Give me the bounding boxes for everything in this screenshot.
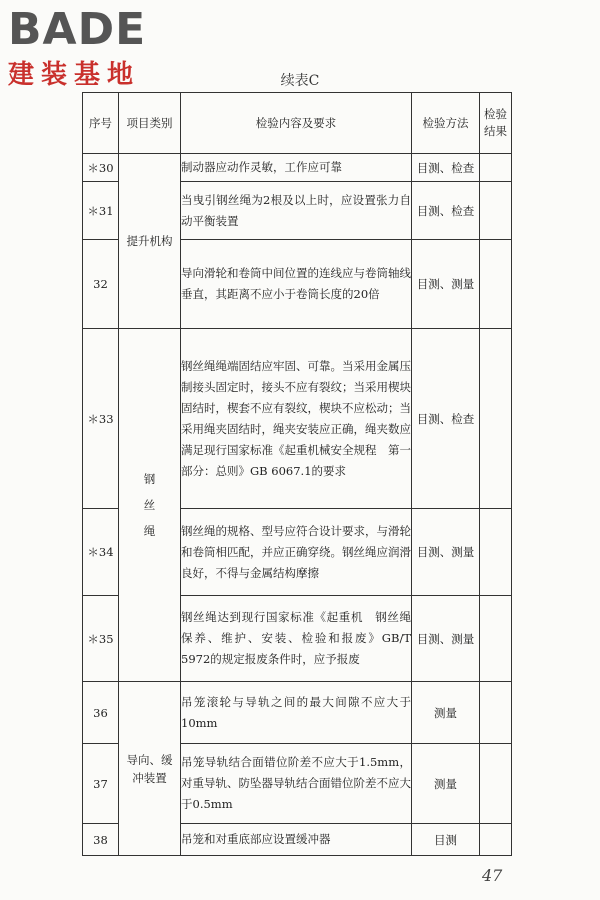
- table-row: [83, 682, 512, 744]
- row-number: 38: [83, 824, 119, 856]
- category-hoist: 提升机构: [119, 154, 181, 329]
- row-result: [480, 682, 512, 744]
- row-requirement: 制动器应动作灵敏，工作应可靠: [181, 154, 412, 182]
- header-category: 项目类别: [119, 93, 181, 154]
- row-method: 目测、测量: [412, 596, 480, 682]
- table-row: [83, 154, 512, 182]
- row-method: 目测: [412, 824, 480, 856]
- table-row: [83, 329, 512, 509]
- row-result: [480, 596, 512, 682]
- row-result: [480, 154, 512, 182]
- inspection-table: [82, 92, 512, 856]
- logo-wordmark: BADE: [8, 4, 147, 55]
- row-number: 36: [83, 682, 119, 744]
- row-method: 目测、检查: [412, 154, 480, 182]
- row-requirement: 吊笼滚轮与导轨之间的最大间隙不应大于10mm: [181, 682, 412, 744]
- row-number: ＊30: [83, 154, 119, 182]
- row-requirement: 吊笼导轨结合面错位阶差不应大于1.5mm，对重导轨、防坠器导轨结合面错位阶差不应大于0.5mm: [181, 744, 412, 824]
- row-method: 目测、检查: [412, 329, 480, 509]
- row-requirement: 吊笼和对重底部应设置缓冲器: [181, 824, 412, 856]
- row-number: ＊33: [83, 329, 119, 509]
- row-requirement: 导向滑轮和卷筒中间位置的连线应与卷筒轴线垂直，其距离不应小于卷筒长度的20倍: [181, 240, 412, 329]
- row-method: 目测、测量: [412, 240, 480, 329]
- header-method: 检验方法: [412, 93, 480, 154]
- row-number: 37: [83, 744, 119, 824]
- category-guide: 导向、缓冲装置: [119, 682, 181, 856]
- row-method: 测量: [412, 682, 480, 744]
- category-rope: 钢丝绳: [119, 329, 181, 682]
- row-method: 目测、测量: [412, 509, 480, 596]
- table-caption: 续表C: [280, 73, 320, 89]
- row-result: [480, 509, 512, 596]
- table-header-row: [83, 93, 512, 154]
- row-method: 测量: [412, 744, 480, 824]
- row-requirement: 钢丝绳达到现行国家标准《起重机 钢丝绳 保养、维护、安装、检验和报废》GB/T 5972的规定报废条件时，应予报废: [181, 596, 412, 682]
- row-result: [480, 744, 512, 824]
- row-number: ＊35: [83, 596, 119, 682]
- row-result: [480, 240, 512, 329]
- row-number: ＊34: [83, 509, 119, 596]
- row-requirement: 钢丝绳的规格、型号应符合设计要求，与滑轮和卷筒相匹配，并应正确穿绕。钢丝绳应润滑良好，不得与金属结构摩擦: [181, 509, 412, 596]
- page-number: 47: [482, 866, 503, 885]
- row-result: [480, 824, 512, 856]
- row-requirement: 钢丝绳绳端固结应牢固、可靠。当采用金属压制接头固定时，接头不应有裂纹；当采用楔块固结时，楔套不应有裂纹，楔块不应松动；当采用绳夹固结时，绳夹安装应正确，绳夹数应满足现行国家标准《起重机械安全规程 第一部分：总则》GB 6067.1的要求: [181, 329, 412, 509]
- logo-subtitle: 建装基地: [8, 60, 141, 90]
- header-content: 检验内容及要求: [181, 93, 412, 154]
- row-requirement: 当曳引钢丝绳为2根及以上时，应设置张力自动平衡装置: [181, 182, 412, 240]
- header-seq: 序号: [83, 93, 119, 154]
- row-method: 目测、检查: [412, 182, 480, 240]
- header-result: 检验结果: [480, 93, 512, 154]
- row-number: 32: [83, 240, 119, 329]
- row-result: [480, 329, 512, 509]
- row-result: [480, 182, 512, 240]
- row-number: ＊31: [83, 182, 119, 240]
